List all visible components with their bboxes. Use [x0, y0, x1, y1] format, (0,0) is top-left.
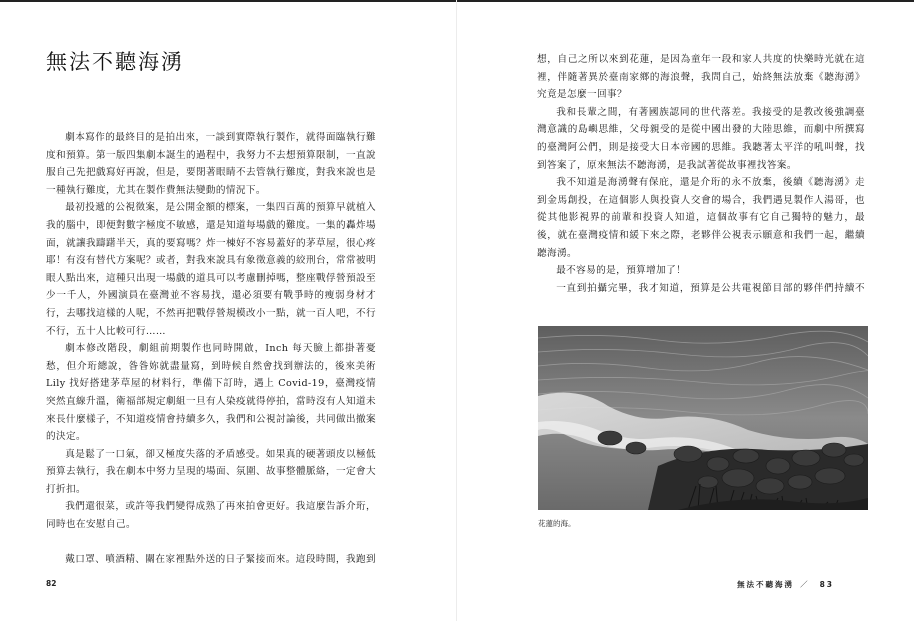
right-body-text	[537, 51, 865, 297]
paragraph: 我們還很菜，或許等我們變得成熟了再來拍會更好。我這麼告訴介珩，同時也在安慰自己。	[46, 501, 376, 531]
paragraph: 真是鬆了一口氣，卻又極度失落的矛盾感受。如果真的硬著頭皮以極低預算去執行，我在劇本中努力呈現的場面、氛圍、故事整體脈絡，一定會大打折扣。	[46, 448, 376, 495]
photo-caption: 花蓮的海。	[538, 519, 576, 528]
paragraph: 一直到拍攝完畢，我才知道，預算是公共電視節目部的夥伴們持續不	[556, 282, 865, 294]
page-number-right: 83	[819, 580, 834, 589]
paragraph: 我和長輩之間，有著國族認同的世代落差。我接受的是教改後強調臺灣意識的島嶼思維，父母親受的是從中國出發的大陸思維，而劇中所撰寫的臺灣阿公們，則是接受大日本帝國的思維。我聽著太平洋的吼叫聲，找到答案了，原來無法不聽海湧，是我試著從故事裡找答案。	[537, 106, 865, 171]
seascape-photo	[538, 326, 868, 510]
paragraph: 我不知道是海湧聲有保庇，還是介珩的永不放棄，後續《聽海湧》走到金馬創投，在這個影人與投資人交會的場合，我們遇見製作人湯哥，也從其他影視界的前輩和投資人知道，這個故事有它自己獨特的魅力，最後，就在臺灣疫情和緩下來之際，老夥伴公視表示願意和我們一起，繼續聽海湧。	[537, 177, 865, 259]
paragraph: 最不容易的是，預算增加了！	[556, 265, 687, 277]
chapter-title: 無法不聽海湧	[46, 50, 184, 74]
left-body-text	[46, 129, 376, 569]
running-head	[737, 579, 834, 590]
paragraph: 戴口罩、噴酒精、關在家裡點外送的日子緊接而來。這段時間，我跑到	[65, 554, 376, 566]
paragraph: 想，自己之所以來到花蓮，是因為童年一段和家人共度的快樂時光就在這裡，伴隨著異於臺南家鄉的海浪聲，我問自己，始終無法放棄《聽海湧》究竟是怎麼一回事？	[537, 54, 865, 101]
page-number-left: 82	[46, 579, 57, 588]
running-head-title: 無法不聽海湧	[737, 580, 795, 589]
paragraph: 最初投遞的公視徵案，是公開金額的標案，一集四百萬的預算早就植入我的腦中，即便對數字極度不敏感，還是知道每場戲的難度。一集的轟炸場面，就讓我躊躇半天，真的要寫嗎？炸一棟好不容易蓋好的茅草屋，很心疼耶！有沒有替代方案呢？或者，對我來說具有象徵意義的絞刑台，常常被明眼人點出來，這種只出現一場戲的道具可以考慮刪掉嗎，整座戰俘營預設至少一千人，外國演員在臺灣並不容易找，還必須要有戰爭時的瘦弱身材才行，去哪找這樣的人呢，不然再把戰俘營規模改小一點，就一百人吧，不行不行，五十人比較可行……	[46, 202, 376, 337]
running-head-separator: ／	[800, 580, 810, 589]
paragraph: 劇本修改階段，劇組前期製作也同時開啟，Inch 每天臉上都掛著憂愁，但介珩總說，昝昝妳就盡量寫，到時候自然會找到辦法的，後來美術 Lily 找好搭建茅草屋的材料行，準備下訂時，遇上 Covid-19，臺灣疫情突然直線升溫，衛福部規定劇組一旦有人染疫就得停拍，當時沒有人知道未來長什麼樣子，不知道疫情會持續多久，我們和公視討論後，共同做出撤案的決定。	[46, 343, 376, 443]
seascape-photo-icon	[538, 326, 868, 510]
paragraph: 劇本寫作的最終目的是拍出來，一談到實際執行製作，就得面臨執行難度和預算。第一版四集劇本誕生的過程中，我努力不去想預算限制，一直說服自己先把戲寫好再說，但是，要閉著眼睛不去管執行難度，對我來說也是一種執行難度，尤其在製作費無法變動的情況下。	[46, 132, 376, 196]
right-page	[457, 0, 914, 621]
